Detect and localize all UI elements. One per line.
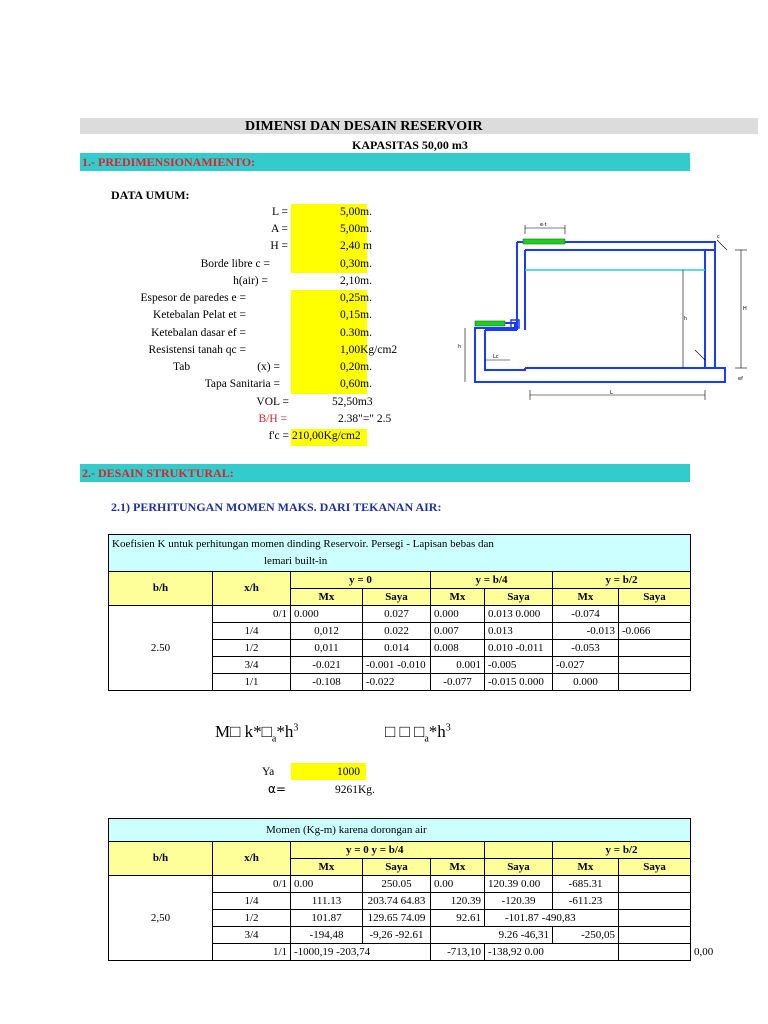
table-cell: 0.014: [363, 640, 431, 657]
alpha-label: α=: [268, 782, 286, 796]
table-cell: 9.26 -46,31: [431, 927, 553, 944]
table-cell: -138,92 0.00: [485, 944, 619, 961]
ya-label: Ya: [262, 766, 275, 778]
table-row: [109, 606, 691, 623]
table2-caption: Momen (Kg-m) karena dorongan air: [109, 819, 691, 842]
table-cell: -0.074: [553, 606, 619, 623]
section-predimensionamiento: 1.- PREDIMENSIONAMIENTO:: [80, 153, 690, 171]
table1-header-yb2: y = b/2: [553, 572, 691, 589]
table-cell: 0.001: [431, 657, 485, 674]
param-value-hair: 2,10m.: [340, 275, 372, 287]
param-label-tapa: Tapa Sanitaria =: [204, 378, 280, 390]
param-label-a: A =: [270, 223, 288, 235]
table-cell: -0.005: [485, 657, 553, 674]
table1-caption-line1: Koefisien K untuk perhitungan momen dinding Reservoir. Persegi - Lapisan bebas dan: [112, 538, 494, 550]
table1-header-saya: Saya: [619, 589, 691, 606]
table-cell: 0.000: [431, 606, 485, 623]
table1-header-mx: Mx: [291, 589, 363, 606]
page-subtitle: KAPASITAS 50,00 m3: [352, 138, 468, 152]
table2-xh: 1/1: [213, 944, 291, 961]
table-cell: [619, 876, 691, 893]
reservoir-section-diagram: [455, 220, 755, 405]
table-cell: 0.008: [431, 640, 485, 657]
table-cell: -685.31: [553, 876, 619, 893]
table-cell: 101.87: [291, 910, 363, 927]
ya-value: 1000: [337, 766, 360, 778]
table1-header-saya: Saya: [485, 589, 553, 606]
table2-xh: 1/4: [213, 893, 291, 910]
table-cell: 0.00: [431, 876, 485, 893]
formula-right: □ □ □: [385, 722, 425, 741]
param-label-bh: B/H =: [258, 413, 287, 425]
formula-left-sub: a: [271, 733, 277, 745]
table2-header-empty: [485, 842, 553, 859]
table1-header-bh: b/h: [109, 572, 213, 606]
param-label-hair: h(air) =: [233, 275, 268, 287]
table2-header-mx: Mx: [431, 859, 485, 876]
table-cell: -120.39: [485, 893, 553, 910]
table-cell: 203.74 64.83: [363, 893, 431, 910]
table-cell: 0.010 -0.011: [485, 640, 553, 657]
table-cell: 250.05: [363, 876, 431, 893]
table2-header-saya: Saya: [619, 859, 691, 876]
formula-left-sup: 3: [293, 722, 299, 734]
table-cell: [619, 893, 691, 910]
table-cell: 111.13: [291, 893, 363, 910]
table-cell: [619, 657, 691, 674]
table1-header-y0: y = 0: [291, 572, 431, 589]
svg-text:ef: ef: [738, 376, 743, 382]
table-cell: -250,05: [553, 927, 619, 944]
param-value-espesor: 0,25m.: [340, 292, 372, 304]
table-cell: -0.053: [553, 640, 619, 657]
param-label-borde: Borde libre c =: [200, 258, 270, 270]
param-value-pelat: 0,15m.: [340, 309, 372, 321]
table2-xh: 1/2: [213, 910, 291, 927]
svg-text:L: L: [610, 390, 613, 396]
formula-left: M□ k*□: [215, 722, 272, 741]
table2-xh: 3/4: [213, 927, 291, 944]
table2-header-bh: b/h: [109, 842, 213, 876]
table-cell: -0.027: [553, 657, 619, 674]
table-cell: 120.39 0.00: [485, 876, 553, 893]
table-cell: 0.013 0.000: [485, 606, 553, 623]
table2-bh-value: 2,50: [109, 876, 213, 961]
table1-xh: 1/4: [213, 623, 291, 640]
svg-text:e·t: e·t: [540, 222, 547, 228]
table-cell: 0.000: [553, 674, 619, 691]
table-cell: -0.077: [431, 674, 485, 691]
table-cell: 0,012: [291, 623, 363, 640]
param-label-fc: f'c =: [268, 430, 289, 442]
param-value-h: 2,40 m: [340, 240, 372, 252]
param-value-tapa: 0,60m.: [340, 378, 372, 390]
table-cell: 0.013: [485, 623, 553, 640]
svg-text:H: H: [743, 306, 747, 312]
formula-right-tail: *h: [428, 722, 446, 741]
table2-header-mx: Mx: [553, 859, 619, 876]
table-cell: -0.108: [291, 674, 363, 691]
param-label-pelat: Ketebalan Pelat et =: [152, 309, 246, 321]
table1-header-xh: x/h: [213, 572, 291, 606]
table2-xh: 0/1: [213, 876, 291, 893]
svg-text:c: c: [717, 234, 720, 240]
table-cell: -194,48: [291, 927, 363, 944]
table-cell: [619, 640, 691, 657]
param-label-h: H =: [270, 240, 288, 252]
param-label-tab-x: (x) =: [257, 361, 280, 373]
formula-left-tail: *h: [276, 722, 294, 741]
table2-header-saya: Saya: [485, 859, 553, 876]
table-cell: 0.022: [363, 623, 431, 640]
table-cell: -0.001 -0.010: [363, 657, 431, 674]
param-value-vol: 52,50m3: [332, 396, 373, 408]
formula-right-sub: a: [424, 733, 429, 745]
table-row: 1/1 -1000,19 -203,74 -713,10 -138,92 0.00 0,00: [109, 944, 691, 961]
table-cell: [619, 927, 691, 944]
table-cell: [619, 944, 691, 961]
table1-xh: 1/2: [213, 640, 291, 657]
formula-moment: [215, 722, 298, 744]
formula-right-sup: 3: [445, 722, 451, 734]
table-cell: -1000,19 -203,74: [291, 944, 431, 961]
param-value-tab: 0,20m.: [340, 361, 372, 373]
table-cell: 0.00: [291, 876, 363, 893]
table1-xh: 1/1: [213, 674, 291, 691]
table-cell: -0.022: [363, 674, 431, 691]
table-cell: -0.013: [553, 623, 619, 640]
table1-header-yb4: y = b/4: [431, 572, 553, 589]
param-label-espesor: Espesor de paredes e =: [140, 292, 246, 304]
table1-header-mx: Mx: [431, 589, 485, 606]
section-desain-struktural: 2.- DESAIN STRUKTURAL:: [80, 464, 690, 482]
table1-caption-line2: lemari built-in: [264, 555, 328, 567]
param-label-vol: VOL =: [256, 396, 289, 408]
param-value-borde: 0,30m.: [340, 258, 372, 270]
table-cell: [619, 910, 691, 927]
table-cell: -0.066: [619, 623, 691, 640]
table2-header-xh: x/h: [213, 842, 291, 876]
table-cell: -0.015 0.000: [485, 674, 553, 691]
table2-header-mx: Mx: [291, 859, 363, 876]
param-label-qc: Resistensi tanah qc =: [148, 344, 246, 356]
moment-table: [108, 818, 714, 961]
table-cell: 120.39: [431, 893, 485, 910]
param-value-fc: 210,00Kg/cm2: [292, 430, 361, 442]
alpha-value: 9261Kg.: [335, 784, 375, 796]
table-row: [109, 876, 691, 893]
subsection-2-1: 2.1) PERHITUNGAN MOMEN MAKS. DARI TEKANAN AIR:: [111, 500, 442, 514]
table1-bh-value: 2.50: [109, 606, 213, 691]
table1-xh: 0/1: [213, 606, 291, 623]
table-cell: 129.65 74.09: [363, 910, 431, 927]
param-value-dasar: 0.30m.: [340, 327, 372, 339]
table-cell: 0.007: [431, 623, 485, 640]
param-value-l: 5,00m.: [340, 206, 372, 218]
table1-header-saya: Saya: [363, 589, 431, 606]
table1-header-mx: Mx: [553, 589, 619, 606]
table2-header-saya: Saya: [363, 859, 431, 876]
formula-load: [385, 722, 451, 744]
table-cell: -0.021: [291, 657, 363, 674]
table-cell: -9,26 -92.61: [363, 927, 431, 944]
coefficient-table: [108, 534, 691, 691]
param-label-l: L =: [272, 206, 288, 218]
table2-header-y0-yb4: y = 0 y = b/4: [291, 842, 485, 859]
table-cell: 0.027: [363, 606, 431, 623]
param-value-bh: 2.38"=" 2.5: [338, 413, 392, 425]
table-cell: -713,10: [431, 944, 485, 961]
table2-header-yb2: y = b/2: [553, 842, 691, 859]
table-cell: -611.23: [553, 893, 619, 910]
param-value-a: 5,00m.: [340, 223, 372, 235]
table1-xh: 3/4: [213, 657, 291, 674]
data-umum-heading: DATA UMUM:: [111, 188, 190, 202]
table-cell: 0,011: [291, 640, 363, 657]
table-cell: -101.87 -490,83: [485, 910, 619, 927]
svg-text:Lc: Lc: [493, 354, 499, 360]
table1-caption: [109, 535, 691, 572]
svg-text:h: h: [458, 344, 462, 350]
table-cell: 0.000: [291, 606, 363, 623]
param-label-dasar: Ketebalan dasar ef =: [151, 327, 246, 339]
table-cell: [619, 606, 691, 623]
page-title: DIMENSI DAN DESAIN RESERVOIR: [245, 119, 483, 134]
param-label-tab: Tab: [173, 361, 191, 373]
svg-text:h: h: [684, 316, 688, 322]
table-cell: 92.61: [431, 910, 485, 927]
table-cell: [619, 674, 691, 691]
param-value-qc: 1,00Kg/cm2: [340, 344, 398, 356]
